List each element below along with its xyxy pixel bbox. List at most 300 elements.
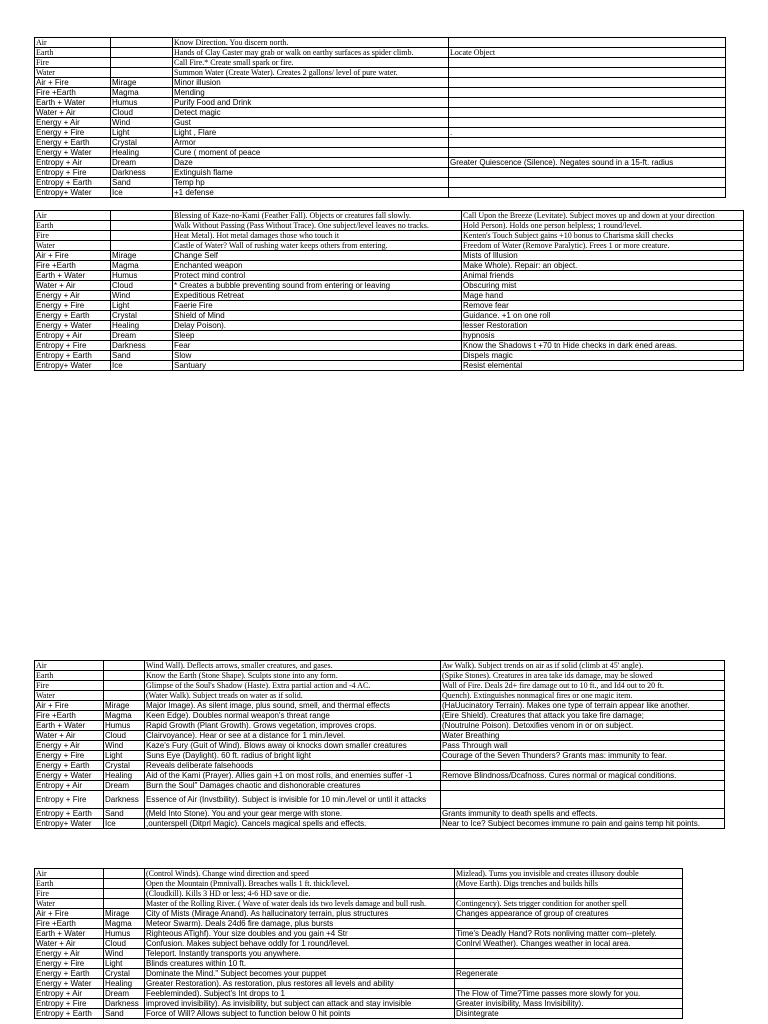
element-cell: Air + Fire (35, 701, 104, 711)
element-cell: Energy + Fire (35, 751, 104, 761)
combo-cell: Mirage (104, 701, 145, 711)
table-row (35, 721, 725, 731)
combo-cell: Dream (111, 331, 173, 341)
spell-cell: City of Mists (Mirage Anand). As hallucinatory terrain, plus structures (145, 909, 455, 919)
table-row (35, 751, 725, 761)
element-cell: Entropy+ Water (35, 361, 111, 371)
advanced-spell-cell: Obscuring mist (462, 281, 744, 291)
advanced-spell-cell (449, 98, 726, 108)
combo-cell (104, 661, 145, 671)
spell-cell: (Meld Into Stone). You and your gear merge with stone. (145, 809, 441, 819)
table-row (35, 261, 744, 271)
element-cell: Air (35, 211, 111, 221)
element-cell: Energy + Air (35, 291, 111, 301)
spell-cell: * Creates a bubble preventing sound from entering or leaving (173, 281, 462, 291)
element-cell: Entropy + Air (35, 158, 111, 168)
advanced-spell-cell (449, 138, 726, 148)
advanced-spell-cell: Remove fear (462, 301, 744, 311)
combo-cell (104, 889, 145, 899)
spell-cell: Protect mind control (173, 271, 462, 281)
spell-cell: Glimpse of the Soul's Shadow (Haste). Extra partial action and -4 AC. (145, 681, 441, 691)
spell-cell: (Control Winds). Change wind direction and speed (145, 869, 455, 879)
combo-cell: Wind (111, 291, 173, 301)
table-row (35, 58, 726, 68)
spell-table-3 (34, 660, 725, 829)
spell-table-1 (34, 37, 726, 198)
spell-cell: Clairvoyance). Hear or see at a distance for 1 min./level. (145, 731, 441, 741)
combo-cell: Mirage (104, 909, 145, 919)
spell-cell: Greater Restoration). As restoration, plus restores all levels and ability (145, 979, 455, 989)
spell-cell: Enchanted weapon (173, 261, 462, 271)
element-cell: Fire (35, 231, 111, 241)
element-cell: Earth (35, 671, 104, 681)
advanced-spell-cell (455, 959, 683, 969)
spell-cell: Kaze's Fury (Guit of Wind). Blows away oi knocks down smaller creatures (145, 741, 441, 751)
advanced-spell-cell: Make Whole). Repair: an object. (462, 261, 744, 271)
table-row (35, 231, 744, 241)
table-row (35, 221, 744, 231)
advanced-spell-cell: Contingency). Sets trigger condition for another spell (455, 899, 683, 909)
spell-cell: Call Fire.* Create small spark or fire. (173, 58, 449, 68)
combo-cell: Cloud (111, 108, 173, 118)
table-row (35, 281, 744, 291)
table-row (35, 781, 725, 791)
combo-cell (111, 68, 173, 78)
table-row (35, 691, 725, 701)
combo-cell (111, 211, 173, 221)
advanced-spell-cell: Grants immunity to death spells and effects. (441, 809, 725, 819)
table-row (35, 48, 726, 58)
spell-cell: Expeditious Retreat (173, 291, 462, 301)
advanced-spell-cell: Courage of the Seven Thunders? Grants mas: immunity to fear. (441, 751, 725, 761)
spell-cell: Castle of Water? Wall of rushing water keeps others from entering. (173, 241, 462, 251)
advanced-spell-cell: Time's Deadly Hand? Rots nonliving matter com--pletely. (455, 929, 683, 939)
spell-table-4 (34, 868, 683, 1019)
element-cell: Fire +Earth (35, 919, 104, 929)
spell-cell: Meteor Swarm). Deals 24d6 fire damage, plus bursts (145, 919, 455, 929)
combo-cell: Ice (104, 819, 145, 829)
spell-cell: Detect magic (173, 108, 449, 118)
advanced-spell-cell: Aw Walk). Subject trends on air as if solid (climb at 45' angle). (441, 661, 725, 671)
table-row (35, 879, 683, 889)
table-row (35, 148, 726, 158)
element-cell: Energy + Earth (35, 761, 104, 771)
spell-cell: Santuary (173, 361, 462, 371)
element-cell: Fire +Earth (35, 261, 111, 271)
element-cell: Air (35, 38, 111, 48)
spell-cell: Slow (173, 351, 462, 361)
element-cell: Earth + Water (35, 271, 111, 281)
spell-cell: Temp hp (173, 178, 449, 188)
element-cell: Energy + Water (35, 148, 111, 158)
element-cell: Entropy + Air (35, 781, 104, 791)
combo-cell: Dream (111, 158, 173, 168)
spell-cell: Suns Eye (Daylight). 60 ft. radius of bright light (145, 751, 441, 761)
element-cell: Entropy + Fire (35, 168, 111, 178)
combo-cell: Sand (111, 178, 173, 188)
advanced-spell-cell (449, 68, 726, 78)
advanced-spell-cell: (HaUucinatory Terrain). Makes one type of terrain appear like another. (441, 701, 725, 711)
advanced-spell-cell (441, 761, 725, 771)
combo-cell: Humus (111, 98, 173, 108)
spell-cell: Dominate the Mind." Subject becomes your puppet (145, 969, 455, 979)
spell-cell: Delay Poison). (173, 321, 462, 331)
spell-cell: ,ounterspell (Ditprl Magic). Cancels magical spells and effects. (145, 819, 441, 829)
combo-cell (111, 231, 173, 241)
element-cell: Water (35, 241, 111, 251)
combo-cell (111, 241, 173, 251)
element-cell: Fire +Earth (35, 88, 111, 98)
combo-cell: Ice (111, 188, 173, 198)
element-cell: Fire +Earth (35, 711, 104, 721)
spell-cell: Armor (173, 138, 449, 148)
spell-cell: Hands of Clay Caster may grab or walk on earthy surfaces as spider climb. (173, 48, 449, 58)
spell-cell: Cure ( moment of peace (173, 148, 449, 158)
combo-cell: Healing (104, 979, 145, 989)
advanced-spell-cell: Mists of Illusion (462, 251, 744, 261)
spell-cell: Force of Will? Allows subject to function below 0 hit points (145, 1009, 455, 1019)
combo-cell: Mirage (111, 251, 173, 261)
combo-cell (104, 899, 145, 909)
combo-cell: Magma (104, 919, 145, 929)
combo-cell: Light (104, 959, 145, 969)
spell-cell: improved invisibility). As invisibility, but subject can attack and stay invisible (145, 999, 455, 1009)
combo-cell: Light (104, 751, 145, 761)
combo-cell: Cloud (111, 281, 173, 291)
element-cell: Energy + Water (35, 771, 104, 781)
advanced-spell-cell: Freedom of Water (Remove Paralytic). Frees 1 or more creature. (462, 241, 744, 251)
advanced-spell-cell: Disintegrate (455, 1009, 683, 1019)
element-cell: Energy + Fire (35, 128, 111, 138)
table-row (35, 969, 683, 979)
spell-cell: Aid of the Kami (Prayer). Allies gain +1 on most rolls, and enemies suffer -1 (145, 771, 441, 781)
table-row (35, 819, 725, 829)
combo-cell: Sand (104, 1009, 145, 1019)
advanced-spell-cell (449, 178, 726, 188)
element-cell: Water (35, 899, 104, 909)
element-cell: Earth (35, 48, 111, 58)
table-row (35, 331, 744, 341)
element-cell: Energy + Air (35, 741, 104, 751)
combo-cell: Crystal (111, 138, 173, 148)
advanced-spell-cell: hypnosis (462, 331, 744, 341)
element-cell: Air + Fire (35, 251, 111, 261)
table-row (35, 311, 744, 321)
combo-cell: Crystal (104, 761, 145, 771)
table-row (35, 78, 726, 88)
advanced-spell-cell: Remove Blindnoss/Dcafnoss. Cures normal or magical conditions. (441, 771, 725, 781)
combo-cell: Mirage (111, 78, 173, 88)
spell-cell: Blessing of Kaze-no-Kami (Feather Fall). Objects or creatures fall slowly. (173, 211, 462, 221)
table-row (35, 939, 683, 949)
combo-cell: Humus (104, 721, 145, 731)
table-row (35, 979, 683, 989)
spell-cell: Essence of Air (Invstbility). Subject is invisible for 10 min./level or until it attacks (145, 791, 441, 809)
element-cell: Energy + Earth (35, 138, 111, 148)
table-row (35, 321, 744, 331)
advanced-spell-cell: Water Breathing (441, 731, 725, 741)
element-cell: Earth + Water (35, 98, 111, 108)
combo-cell: Crystal (104, 969, 145, 979)
advanced-spell-cell (455, 919, 683, 929)
table-row (35, 761, 725, 771)
spell-cell: Know the Earth (Stone Shape). Sculpts stone into any form. (145, 671, 441, 681)
element-cell: Entropy + Air (35, 331, 111, 341)
table-row (35, 88, 726, 98)
advanced-spell-cell: Animal friends (462, 271, 744, 281)
table-row (35, 301, 744, 311)
advanced-spell-cell: Guidance. +1 on one roll (462, 311, 744, 321)
combo-cell: Healing (111, 148, 173, 158)
element-cell: Entropy + Earth (35, 178, 111, 188)
element-cell: Water + Air (35, 939, 104, 949)
spell-cell: Major Image). As silent image, plus sound, smell, and thermal effects (145, 701, 441, 711)
element-cell: Entropy + Fire (35, 791, 104, 809)
spell-cell: Righteous ATighf). Your size doubles and you gain +4 Str (145, 929, 455, 939)
spell-cell: Shield of Mind (173, 311, 462, 321)
combo-cell: Light (111, 301, 173, 311)
advanced-spell-cell: Dispels magic (462, 351, 744, 361)
combo-cell (111, 58, 173, 68)
advanced-spell-cell (455, 889, 683, 899)
element-cell: Entropy + Fire (35, 999, 104, 1009)
table-row (35, 899, 683, 909)
element-cell: Energy + Fire (35, 959, 104, 969)
combo-cell: Wind (104, 741, 145, 751)
element-cell: Energy + Earth (35, 311, 111, 321)
advanced-spell-cell: Locate Object (449, 48, 726, 58)
combo-cell: Cloud (104, 939, 145, 949)
table-row (35, 1009, 683, 1019)
advanced-spell-cell (449, 108, 726, 118)
combo-cell: Magma (111, 261, 173, 271)
spell-cell: Heat Metal). Hot metal damages those who touch it (173, 231, 462, 241)
spell-cell: Daze (173, 158, 449, 168)
combo-cell: Humus (111, 271, 173, 281)
table-row (35, 919, 683, 929)
combo-cell: Sand (104, 809, 145, 819)
table-row (35, 909, 683, 919)
spell-cell: Reveals deliberate falsehoods (145, 761, 441, 771)
combo-cell: Magma (111, 88, 173, 98)
combo-cell: Light (111, 128, 173, 138)
combo-cell: Wind (104, 949, 145, 959)
combo-cell: Dream (104, 989, 145, 999)
spell-cell: Mending (173, 88, 449, 98)
advanced-spell-cell: Conlrvl Weather). Changes weather in local area. (455, 939, 683, 949)
element-cell: Entropy + Fire (35, 341, 111, 351)
table-row (35, 741, 725, 751)
advanced-spell-cell: Regenerate (455, 969, 683, 979)
combo-cell: Wind (111, 118, 173, 128)
spell-cell: Open the Mountain (Pmnivall). Breaches walls 1 ft. thick/level. (145, 879, 455, 889)
combo-cell: Ice (111, 361, 173, 371)
spell-cell: Sleep (173, 331, 462, 341)
spell-cell: Purify Food and Drink (173, 98, 449, 108)
advanced-spell-cell: Mage hand (462, 291, 744, 301)
advanced-spell-cell (449, 88, 726, 98)
combo-cell: Healing (111, 321, 173, 331)
advanced-spell-cell (455, 979, 683, 989)
advanced-spell-cell: The Flow of Time?Time passes more slowly for you. (455, 989, 683, 999)
combo-cell: Cloud (104, 731, 145, 741)
advanced-spell-cell (449, 58, 726, 68)
spell-cell: Minor illusion (173, 78, 449, 88)
table-row (35, 889, 683, 899)
combo-cell (104, 869, 145, 879)
element-cell: Entropy + Earth (35, 1009, 104, 1019)
advanced-spell-cell (449, 118, 726, 128)
element-cell: Water + Air (35, 108, 111, 118)
element-cell: Water + Air (35, 731, 104, 741)
table-row (35, 251, 744, 261)
element-cell: Fire (35, 681, 104, 691)
table-row (35, 361, 744, 371)
table-row (35, 989, 683, 999)
advanced-spell-cell (449, 38, 726, 48)
element-cell: Air + Fire (35, 78, 111, 88)
combo-cell (104, 681, 145, 691)
element-cell: Earth (35, 221, 111, 231)
advanced-spell-cell (441, 791, 725, 809)
advanced-spell-cell: Pass Through wall (441, 741, 725, 751)
combo-cell: Darkness (111, 341, 173, 351)
table-row (35, 98, 726, 108)
spell-cell: Blinds creatures within 10 ft. (145, 959, 455, 969)
element-cell: Air (35, 661, 104, 671)
table-row (35, 809, 725, 819)
spell-cell: Know Direction. You discern north. (173, 38, 449, 48)
element-cell: Entropy+ Water (35, 819, 104, 829)
combo-cell: Magma (104, 711, 145, 721)
combo-cell (104, 671, 145, 681)
table-row (35, 38, 726, 48)
table-row (35, 211, 744, 221)
spell-cell: Master of the Rolling River. ( Wave of water deals ids two levels damage and bull rush. (145, 899, 455, 909)
combo-cell: Darkness (104, 791, 145, 809)
element-cell: Entropy + Earth (35, 351, 111, 361)
element-cell: Entropy + Earth (35, 809, 104, 819)
element-cell: Water (35, 68, 111, 78)
combo-cell (111, 48, 173, 58)
advanced-spell-cell (449, 168, 726, 178)
table-row (35, 711, 725, 721)
table-row (35, 929, 683, 939)
table-row (35, 771, 725, 781)
advanced-spell-cell: lesser Restoration (462, 321, 744, 331)
combo-cell: Sand (111, 351, 173, 361)
element-cell: Entropy + Air (35, 989, 104, 999)
spell-cell: (Water Walk). Subject treads on water as if solid. (145, 691, 441, 701)
element-cell: Water (35, 691, 104, 701)
spell-cell: Wind Wall). Deflects arrows, smaller creatures, and gases. (145, 661, 441, 671)
spell-cell: Burn the Soul" Damages chaotic and dishonorable creatures (145, 781, 441, 791)
element-cell: Energy + Air (35, 118, 111, 128)
element-cell: Air (35, 869, 104, 879)
table-row (35, 158, 726, 168)
spell-cell: Change Self (173, 251, 462, 261)
spell-cell: Light , Flare (173, 128, 449, 138)
spell-cell: Faerie Fire (173, 301, 462, 311)
element-cell: Fire (35, 889, 104, 899)
spell-cell: Feebleminded). Subject's Int drops to 1 (145, 989, 455, 999)
advanced-spell-cell (449, 188, 726, 198)
combo-cell (111, 221, 173, 231)
table-row (35, 118, 726, 128)
advanced-spell-cell: Greater Quiescence (Silence). Negates sound in a 15-ft. radius (449, 158, 726, 168)
table-row (35, 168, 726, 178)
advanced-spell-cell: Near to Ice? Subject becomes immune ro pain and gains temp hit points. (441, 819, 725, 829)
table-row (35, 138, 726, 148)
table-row (35, 869, 683, 879)
spell-cell: Walk Without Passing (Pass Without Trace). One subject/level leaves no tracks. (173, 221, 462, 231)
advanced-spell-cell: (Spike Stones). Creatures in area take ids damage, may be slowed (441, 671, 725, 681)
table-row (35, 68, 726, 78)
table-row (35, 128, 726, 138)
advanced-spell-cell (449, 78, 726, 88)
advanced-spell-cell: (Noutrulne Poison). Detoxifies venom in or on subject. (441, 721, 725, 731)
table-row (35, 661, 725, 671)
element-cell: Water + Air (35, 281, 111, 291)
combo-cell: Humus (104, 929, 145, 939)
element-cell: Energy + Water (35, 321, 111, 331)
advanced-spell-cell: (Eire Shield). Creatures that attack you take fire damage; (441, 711, 725, 721)
advanced-spell-cell (449, 148, 726, 158)
spell-cell: Summon Water (Create Water). Creates 2 gallons/ level of pure water. (173, 68, 449, 78)
combo-cell: Crystal (111, 311, 173, 321)
combo-cell (104, 879, 145, 889)
table-row (35, 671, 725, 681)
table-row (35, 999, 683, 1009)
advanced-spell-cell: Quench). Extinguishes nonmagical fires or one magic item. (441, 691, 725, 701)
spell-cell: Gust (173, 118, 449, 128)
advanced-spell-cell: Mizlead). Turns you invisible and creates illusory double (455, 869, 683, 879)
advanced-spell-cell: Hold Person). Holds one person helpless; 1 round/level. (462, 221, 744, 231)
element-cell: Energy + Water (35, 979, 104, 989)
table-row (35, 291, 744, 301)
table-row (35, 271, 744, 281)
advanced-spell-cell: (Move Earth). Digs trenches and builds hills (455, 879, 683, 889)
element-cell: Energy + Earth (35, 969, 104, 979)
advanced-spell-cell: Call Upon the Breeze (Levitate). Subject moves up and down at your direction (462, 211, 744, 221)
element-cell: Earth + Water (35, 929, 104, 939)
combo-cell: Dream (104, 781, 145, 791)
advanced-spell-cell: . (449, 128, 726, 138)
advanced-spell-cell: Know the Shadows t +70 tn Hide checks in dark ened areas. (462, 341, 744, 351)
element-cell: Energy + Air (35, 949, 104, 959)
element-cell: Energy + Fire (35, 301, 111, 311)
spell-table-2 (34, 210, 744, 371)
spell-cell: Keen Edge). Doubles normal weapon's threat range (145, 711, 441, 721)
spell-cell: Rapid Growth (Plant Growth). Grows vegetation, improves crops. (145, 721, 441, 731)
element-cell: Fire (35, 58, 111, 68)
spell-cell: Extinguish flame (173, 168, 449, 178)
spell-cell: (Cloudkill). Kills 3 HD or less; 4-6 HD save or die. (145, 889, 455, 899)
table-row (35, 341, 744, 351)
table-row (35, 351, 744, 361)
advanced-spell-cell: Wall of Fire. Deals 2d+ fire damage out to 10 ft., and Id4 out to 20 ft. (441, 681, 725, 691)
element-cell: Entropy+ Water (35, 188, 111, 198)
advanced-spell-cell (455, 949, 683, 959)
table-row (35, 178, 726, 188)
spell-cell: Confusion. Makes subject behave oddly for 1 round/level. (145, 939, 455, 949)
table-row (35, 949, 683, 959)
advanced-spell-cell: Kenten's Touch Subject gains +10 bonus to Charisma skill checks (462, 231, 744, 241)
table-row (35, 731, 725, 741)
table-row (35, 188, 726, 198)
advanced-spell-cell: Changes appearance of group of creatures (455, 909, 683, 919)
spell-cell: +1 defense (173, 188, 449, 198)
